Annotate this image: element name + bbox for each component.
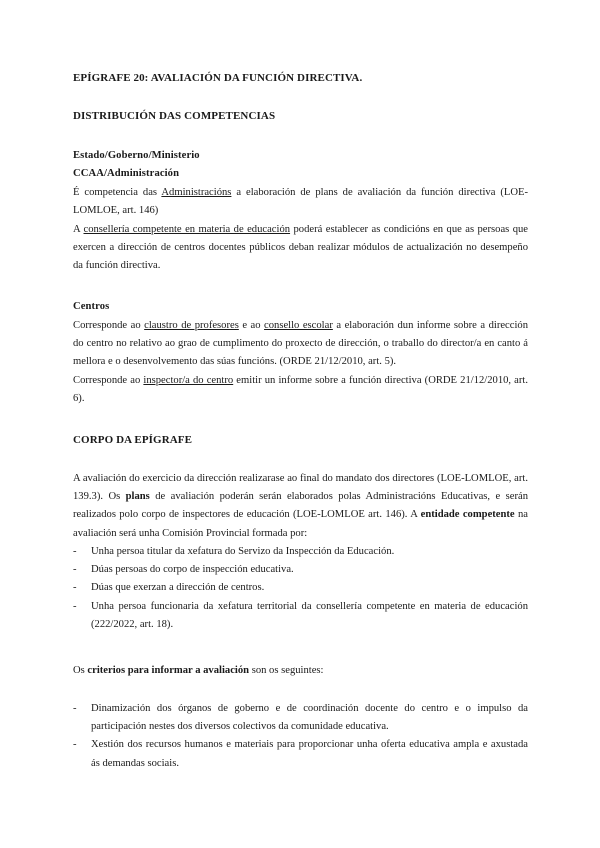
subheading-estado: Estado/Goberno/Ministerio — [73, 150, 200, 161]
text-run: Corresponde ao — [73, 375, 144, 386]
section-heading-distribucion: DISTRIBUCIÓN DAS COMPETENCIAS — [73, 110, 276, 122]
text-run: Os — [73, 665, 88, 676]
list-item — [73, 598, 528, 634]
list-item-text: Dúas persoas do corpo de inspección educativa. — [91, 564, 294, 576]
ccaa-paragraph-2 — [73, 221, 528, 276]
document-title: EPÍGRAFE 20: AVALIACIÓN DA FUNCIÓN DIRECTIVA. — [73, 72, 363, 84]
text-run: na avaliación será unha Comisión Provincial formada por: — [73, 509, 528, 539]
underlined-term: Administracións — [161, 187, 232, 198]
list-item-text: Dúas que exerzan a dirección de centros. — [91, 582, 265, 594]
underlined-term: inspector/a do centro — [143, 375, 234, 386]
list-item-text: Unha persoa titular da xefatura do Servizo da Inspección da Educación. — [91, 546, 395, 557]
section-heading-corpo: CORPO DA EPÍGRAFE — [73, 434, 193, 446]
text-run: a elaboración dun informe sobre a dirección do centro no relativo ao grao de cumplimento do proxecto de dirección, o traballo do director/a en canto á mellora e o desenvolvemento das súas funcións. (ORDE 21/12/2010, art. 5). — [73, 320, 528, 368]
text-run: de avaliación poderán serán elaborados polas Administracións Educativas, e serán realizados polo corpo de inspectores de educación (LOE-LOMLOE art. 146). A — [73, 491, 528, 521]
dash-bullet: - — [73, 564, 77, 576]
list-item-text: Xestión dos recursos humanos e materiais para proporcionar unha oferta educativa ampla e axustada ás demandas sociais. — [91, 739, 528, 769]
text-run: e ao — [238, 320, 265, 331]
text-run: A — [73, 224, 84, 235]
list-item — [73, 561, 528, 579]
centros-paragraph-2 — [73, 372, 528, 408]
dash-bullet: - — [73, 600, 77, 612]
criterios-intro — [73, 662, 528, 680]
criterios-list — [73, 700, 528, 773]
corpo-paragraph — [73, 470, 528, 543]
text-run: Corresponde ao — [73, 320, 145, 331]
text-run: poderá establecer as condicións en que as persoas que exercen a dirección de centros docentes públicos deban realizar módulos de actualización no desempeño da función directiva. — [73, 224, 528, 272]
dash-bullet: - — [73, 739, 77, 751]
dash-bullet: - — [73, 703, 77, 714]
bold-term: entidade competente — [420, 509, 515, 521]
subheading-centros: Centros — [73, 301, 110, 312]
text-run: emitir un informe sobre a función directiva (ORDE 21/12/2010, art. 6). — [73, 375, 529, 405]
bold-term: plans — [125, 491, 150, 503]
underlined-term: consello escolar — [264, 320, 333, 331]
text-run: É competencia das — [73, 187, 162, 198]
list-item — [73, 543, 528, 561]
bold-term: criterios para informar a avaliación — [87, 665, 250, 676]
text-run: A avaliación do exercicio da dirección realizarase ao final do mandato dos directores (LOE-LOMLOE, art. 139.3). Os — [73, 473, 528, 503]
ccaa-paragraph-1 — [73, 184, 528, 220]
text-run: son os seguintes: — [249, 665, 324, 676]
underlined-term: consellería competente en materia de educación — [83, 224, 291, 235]
subheading-ccaa: CCAA/Administración — [73, 168, 180, 179]
centros-paragraph-1 — [73, 317, 528, 372]
text-run: a elaboración de plans de avaliación da función directiva (LOE-LOMLOE, art. 146) — [73, 187, 528, 217]
underlined-term: claustro de profesores — [144, 320, 239, 331]
dash-bullet: - — [73, 546, 77, 557]
list-item — [73, 700, 528, 736]
dash-bullet: - — [73, 582, 77, 594]
commission-list — [73, 543, 528, 634]
list-item-text: Unha persoa funcionaria da xefatura territorial da consellería competente en materia de educación (222/2022, art. 18). — [91, 600, 528, 630]
list-item — [73, 736, 528, 772]
list-item — [73, 579, 528, 597]
list-item-text: Dinamización dos órganos de goberno e de coordinación docente do centro e o impulso da participación nestes dos diversos colectivos da comunidade educativa. — [91, 703, 528, 733]
